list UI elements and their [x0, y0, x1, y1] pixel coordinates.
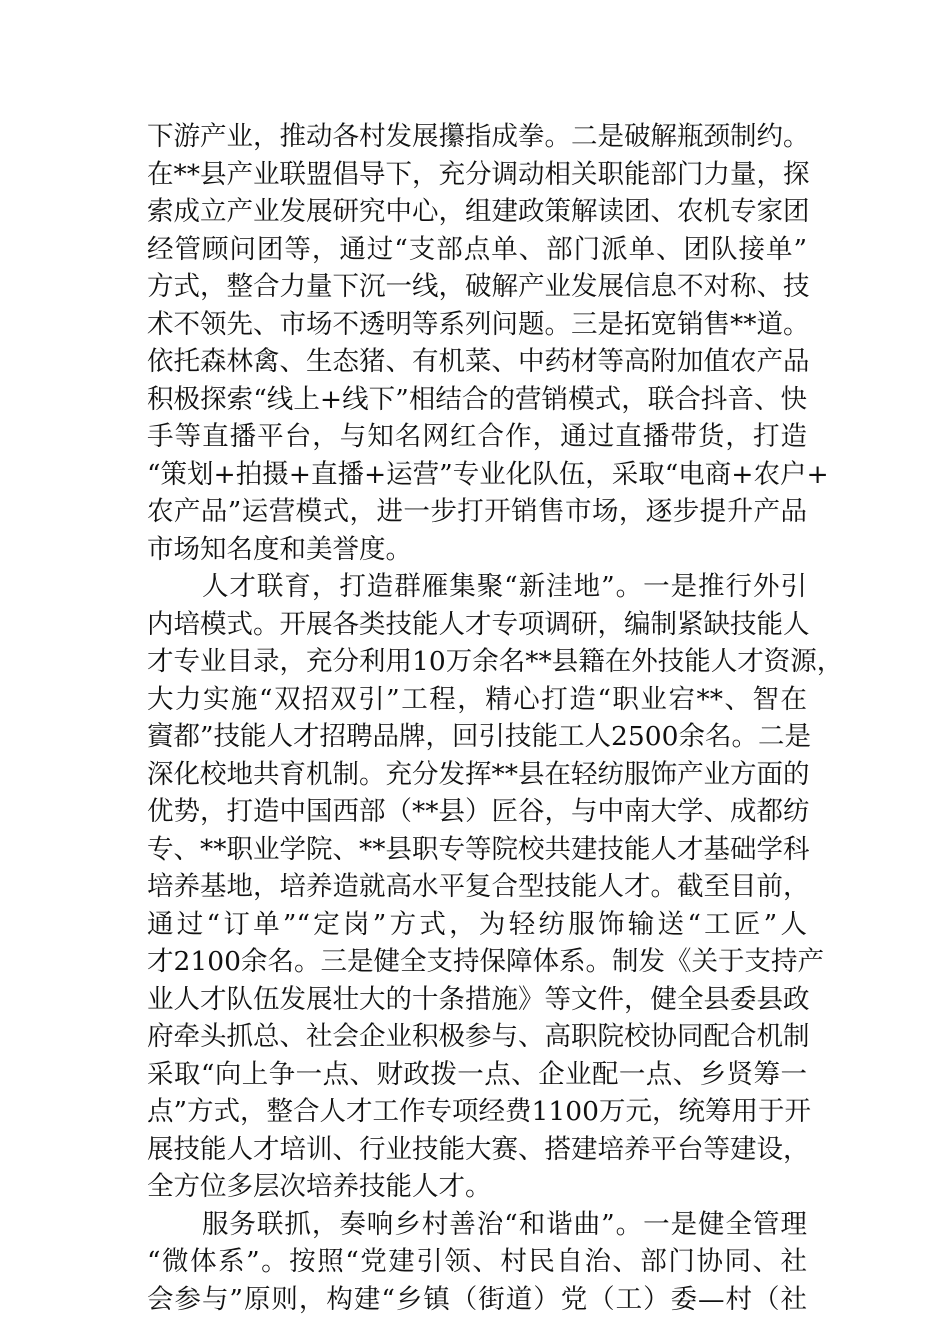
text-line: 下游产业，推动各村发展攥指成拳。二是破解瓶颈制约。	[147, 121, 810, 152]
text-line: 会参与”原则，构建“乡镇（街道）党（工）委—村（社	[147, 1283, 807, 1315]
text-line: 培养基地，培养造就高水平复合型技能人才。截至目前，	[147, 871, 810, 902]
text-line: 点”方式，整合人才工作专项经费1100万元，统筹用于开	[147, 1096, 811, 1127]
text-line: 服务联抓，奏响乡村善治“和谐曲”。一是健全管理	[147, 1208, 807, 1240]
document-body	[147, 118, 844, 1318]
text-line: 市场知名度和美誉度。	[147, 533, 412, 565]
text-line: 才专业目录，充分利用10万余名**县籍在外技能人才资源，	[147, 646, 844, 677]
text-line: 索成立产业发展研究中心，组建政策解读团、农机专家团	[147, 196, 810, 227]
text-line: 通过“订单”“定岗”方式，为轻纺服饰输送“工匠”人	[147, 908, 807, 940]
text-line: 手等直播平台，与知名网红合作，通过直播带货，打造	[147, 421, 807, 452]
text-line: 采取“向上争一点、财政拨一点、企业配一点、乡贤筹一	[147, 1058, 807, 1090]
text-line: 賨都”技能人才招聘品牌，回引技能工人2500余名。二是	[147, 721, 811, 752]
text-line: 农产品”运营模式，进一步打开销售市场，逐步提升产品	[147, 496, 807, 527]
text-line: 专、**职业学院、**县职专等院校共建技能人才基础学科	[147, 833, 810, 865]
text-line: 积极探索“线上+线下”相结合的营销模式，联合抖音、快	[147, 383, 807, 415]
text-line: 全方位多层次培养技能人才。	[147, 1171, 492, 1202]
text-line: 大力实施“双招双引”工程，精心打造“职业宕**、智在	[147, 683, 807, 715]
text-line: “微体系”。按照“党建引领、村民自治、部门协同、社	[147, 1246, 807, 1277]
text-line: 深化校地共育机制。充分发挥**县在轻纺服饰产业方面的	[147, 758, 810, 790]
text-line: 府牵头抓总、社会企业积极参与、高职院校协同配合机制	[147, 1021, 810, 1052]
text-line: 在**县产业联盟倡导下，充分调动相关职能部门力量，探	[147, 158, 810, 190]
text-line: 才2100余名。三是健全支持保障体系。制发《关于支持产	[147, 946, 824, 977]
text-line: “策划+拍摄+直播+运营”专业化队伍，采取“电商+农户+	[147, 458, 829, 490]
text-line: 业人才队伍发展壮大的十条措施》等文件，健全县委县政	[147, 983, 810, 1015]
text-line: 展技能人才培训、行业技能大赛、搭建培养平台等建设，	[147, 1133, 810, 1165]
text-line: 人才联育，打造群雁集聚“新洼地”。一是推行外引	[147, 571, 807, 602]
text-line: 经管顾问团等，通过“支部点单、部门派单、团队接单”	[147, 233, 807, 265]
text-line: 术不领先、市场不透明等系列问题。三是拓宽销售**道。	[147, 308, 810, 340]
text-line: 方式，整合力量下沉一线，破解产业发展信息不对称、技	[147, 271, 810, 302]
text-line: 依托森林禽、生态猪、有机菜、中药材等高附加值农产品	[147, 346, 810, 377]
text-line: 内培模式。开展各类技能人才专项调研，编制紧缺技能人	[147, 608, 810, 640]
text-line: 优势，打造中国西部（**县）匠谷，与中南大学、成都纺	[147, 796, 810, 827]
